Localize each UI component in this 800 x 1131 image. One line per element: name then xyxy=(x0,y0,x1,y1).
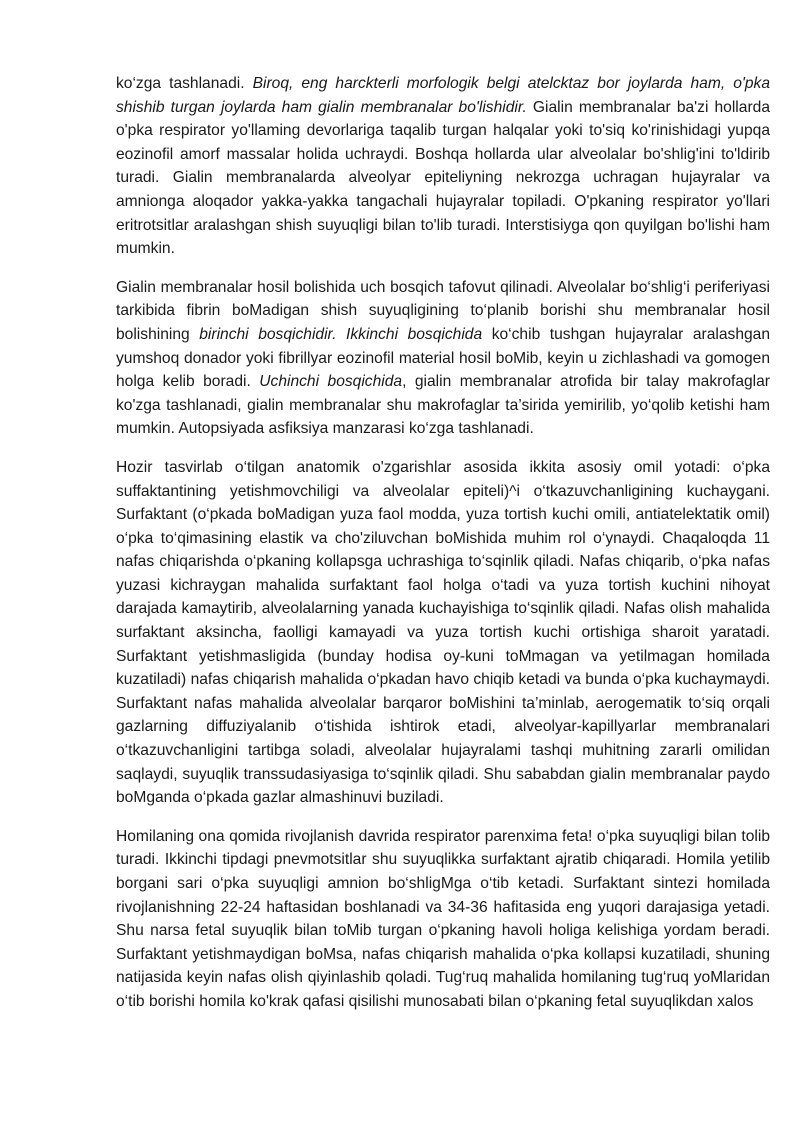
paragraph-surfactant xyxy=(116,456,770,810)
paragraph-gialin-membranes xyxy=(116,72,770,261)
text-run: ko‘zga tashlanadi. xyxy=(116,75,253,92)
text-run-italic: Biroq, eng harckterli morfologik belgi atelcktaz bor joylarda ham, o'pka shishib turgan joylarda ham gialin membranalar bo'lishidir. xyxy=(116,75,770,116)
document-page xyxy=(116,72,770,1029)
text-run: ko‘chib tushgan hujayralar aralashgan yumshoq donador yoki fibrillyar eozinofil material hosil boMib, keyin u zichlashadi va gomogen holga kelib boradi. xyxy=(116,325,771,391)
text-run-italic: Uchinchi bosqichida xyxy=(259,373,403,391)
text-run: Gialin membranalar ba'zi hollarda o'pka respirator yo'llaming devorlariga taqalib turgan halqalar yoki to'siq ko'rinishidagi yupqa eozinofil amorf massalar holida uchraydi. Boshqa hollarda ular alveolalar bo'shlig'ini to'ldirib turadi. Gialin membranalarda alveolyar epiteliyning nekrozga uchragan hujayralar va amnionga aloqador yakka-yakka tangachali hujayralar topiladi. O'pkaning respirator yo'llari eritrotsitlar aralashgan shish suyuqligi bilan to'lib turadi. Interstisiyga qon quyilgan bo'lishi ham mumkin. xyxy=(116,98,770,258)
text-run-italic: birinchi bosqichidir. Ikkinchi bosqichida xyxy=(199,325,483,343)
text-run: Homilaning ona qomida rivojlanish davrida respirator parenxima feta! o‘pka suyuqligi bilan tolib turadi. Ikkinchi tipdagi pnevmotsitlar shu suyuqlikka surfaktant ajratib chiqaradi. Homila yetilib borgani sari o‘pka suyuqligi amnion bo‘shligMga o‘tib ketadi. Surfaktant sintezi homilada rivojlanishning 22-24 haftasidan boshlanadi va 34-36 hafitasida eng yuqori darajasiga yetadi. Shu narsa fetal suyuqlik bilan toMib turgan o‘pkaning havoli holiga kelishiga yordam beradi. Surfaktant yetishmaydigan boMsa, nafas chiqarish mahalida o‘pka kollapsi kuzatiladi, shuning natijasida keyin nafas olish qiyinlashib qoladi. Tug‘ruq mahalida homilaning tug‘ruq yoMlaridan o‘tib borishi homila ko'krak qafasi qisilishi munosabati bilan o‘pkaning fetal suyuqlikdan xalos xyxy=(116,827,770,1010)
paragraph-fetal-development xyxy=(116,825,770,1014)
paragraph-formation-stages xyxy=(116,276,770,441)
text-run: Gialin membranalar hosil bolishida uch bosqich tafovut qilinadi. Alveolalar bo‘shlig‘i periferiyasi tarkibida fibrin boMadigan shish suyuqligining to‘planib borishi shu membranalar hosil bolishining xyxy=(116,278,770,343)
text-run: , gialin membranalar atrofida bir talay makrofaglar ko'zga tashlanadi, gialin membranalar shu makrofaglar ta’sirida yemirilib, yo‘qolib ketishi ham mumkin. Autopsiyada asfiksiya manzarasi ko‘zga tashlanadi. xyxy=(116,373,770,438)
text-run: Hozir tasvirlab o‘tilgan anatomik o'zgarishlar asosida ikkita asosiy omil yotadi: o‘pka suffaktantining yetishmovchiligi va alveolalar epiteli)^i o‘tkazuvchanligining kuchaygani. Surfaktant (o‘pkada boMadigan yuza faol modda, yuza tortish kuchi omili, antiatelektatik omil) o‘pka to‘qimasining elastik va cho'ziluvchan boMishida muhim rol o‘ynaydi. Chaqaloqda 11 nafas chiqarishda o‘pkaning kollapsga uchrashiga to‘sqinlik qiladi. Nafas chiqarib, o‘pka nafas yuzasi kichraygan mahalida surfaktant faol holga o‘tadi va yuza tortish kuchini nihoyat darajada kamaytirib, alveolalarning yanada kuchayishiga to‘sqinlik qiladi. Nafas olish mahalida surfaktant aksincha, faolligi kamayadi va yuza tortish kuchi ortishiga sharoit yaratadi. Surfaktant yetishmasligida (bunday hodisa oy-kuni toMmagan va yetilmagan homilada kuzatiladi) nafas chiqarish mahalida o‘pkadan havo chiqib ketadi va bunda o‘pka kuchaymaydi. Surfaktant nafas mahalida alveolalar barqaror boMishini ta’minlab, aerogematik to‘siq orqali gazlarning diffuziyalanib o‘tishida ishtirok etadi, alveolyar-kapillyarlar membranalari o‘tkazuvchanligini tartibga soladi, alveolalar hujayralami tashqi muhitning zararli omilidan saqlaydi, suyuqlik transsudasiyasiga to‘sqinlik qiladi. Shu sababdan gialin membranalar paydo boMganda o‘pkada gazlar almashinuvi buziladi. xyxy=(116,458,770,807)
